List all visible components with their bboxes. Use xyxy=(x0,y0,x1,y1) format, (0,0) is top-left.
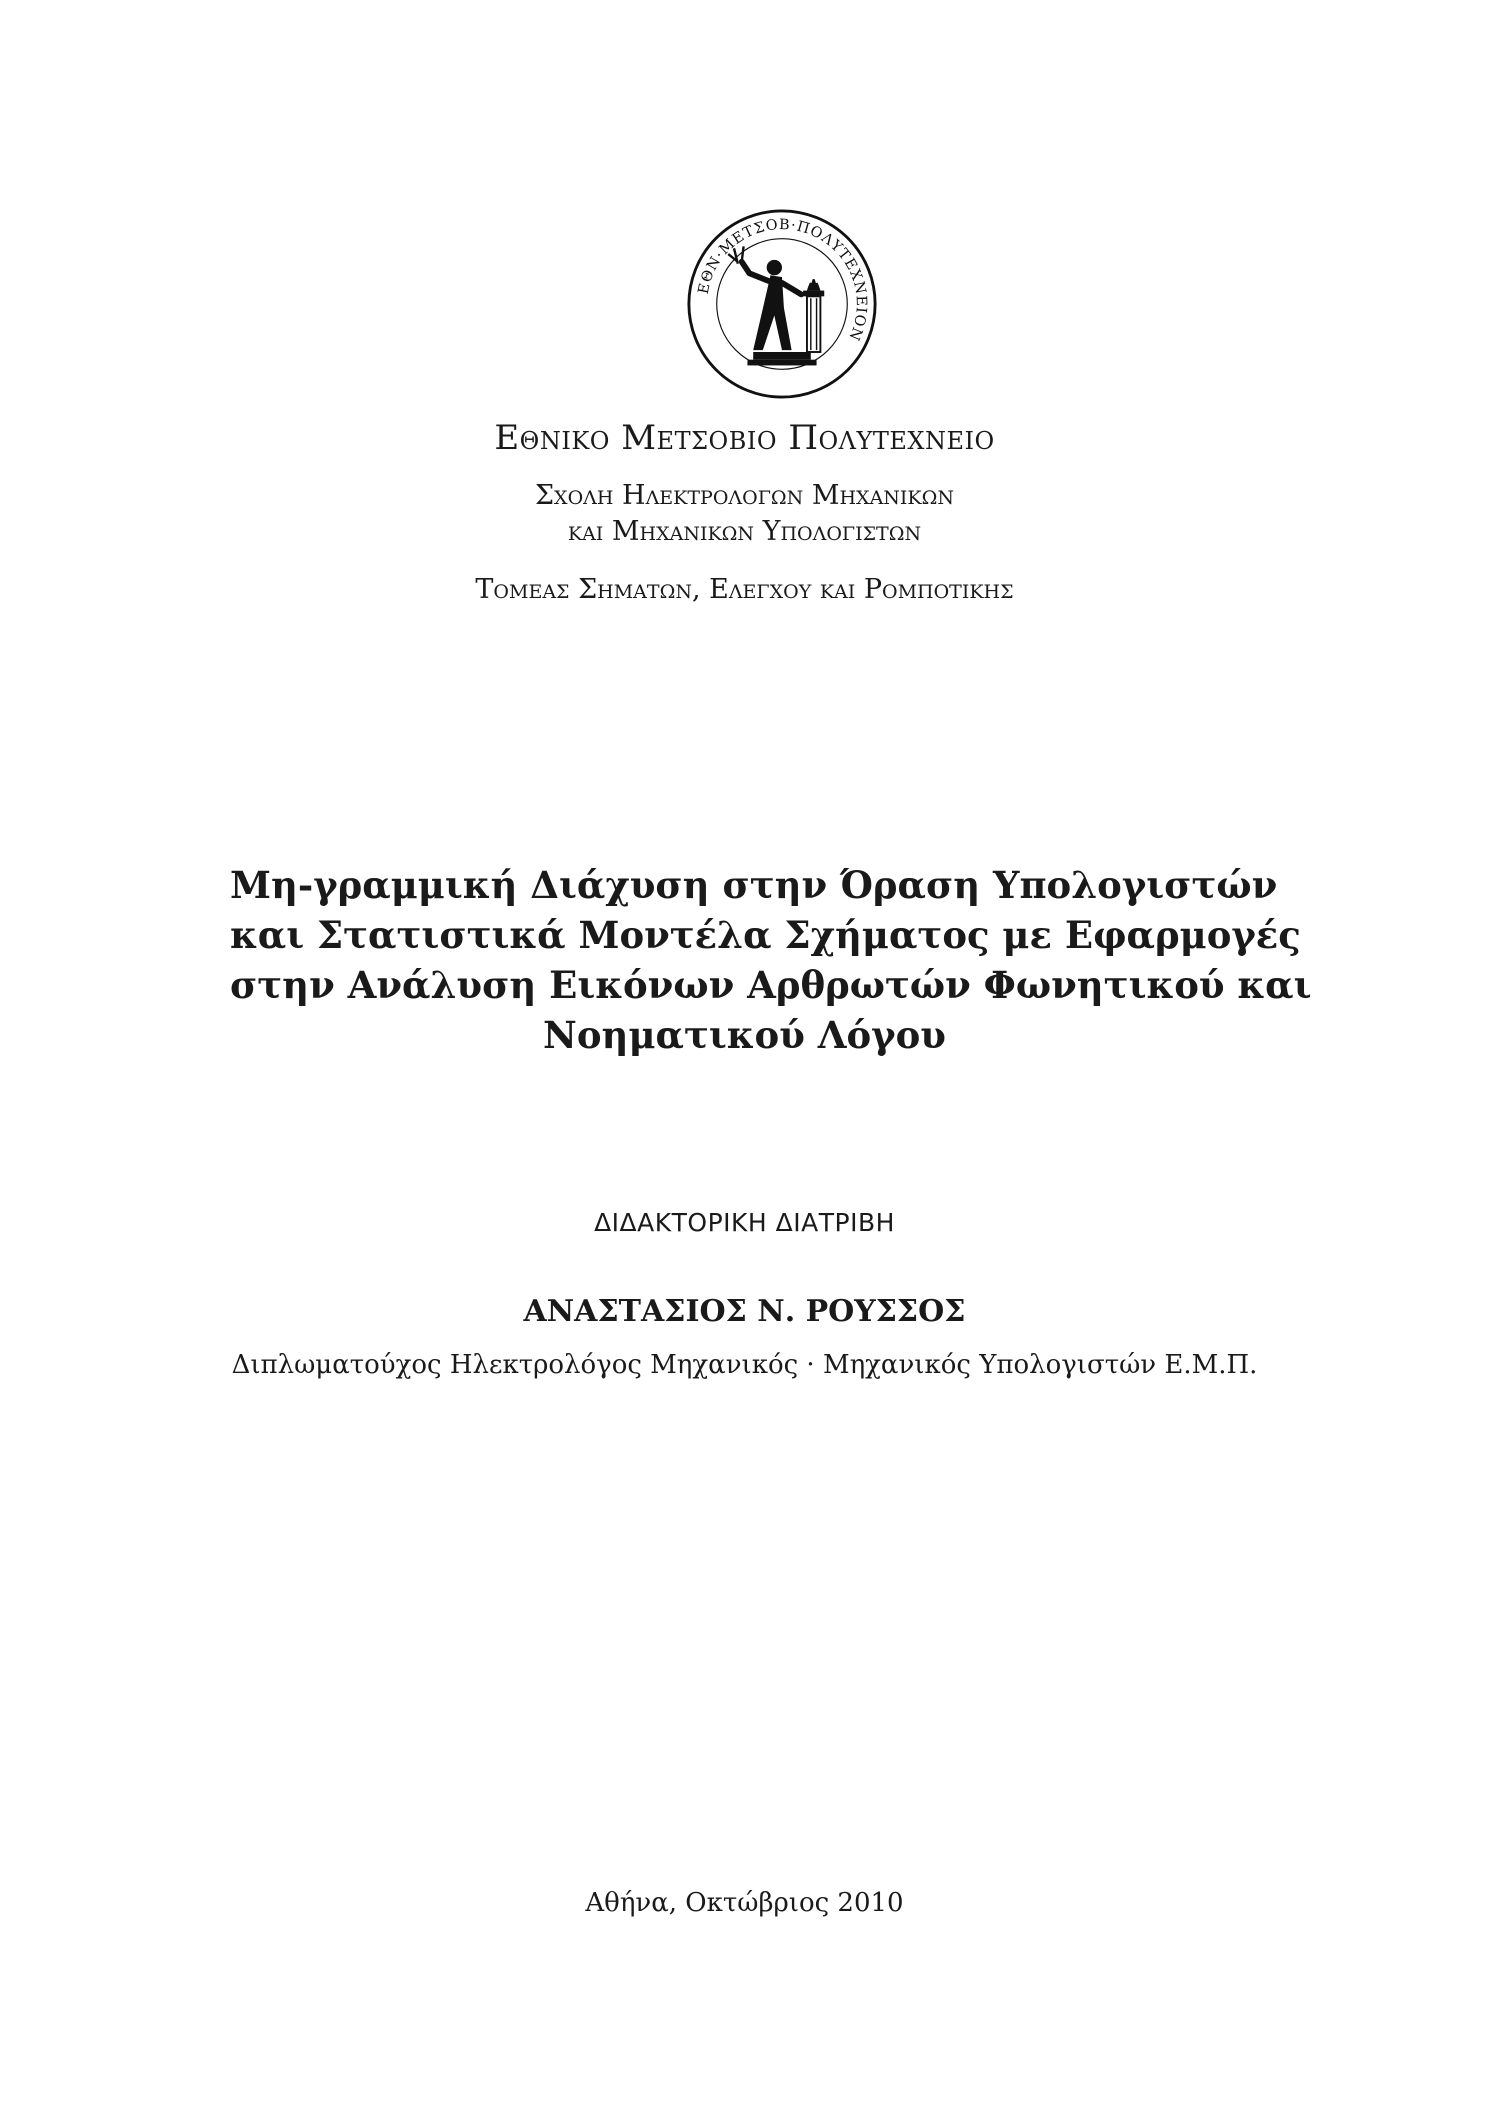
thesis-title xyxy=(230,860,1312,1060)
seal-ring-text: ΕΘΝ·ΜΕΤΣΟΒ·ΠΟΛΥΤΕΧΝΕΙΟΝ xyxy=(695,216,870,344)
thesis-title-line-4: Νοηματικού Λόγου xyxy=(543,1013,946,1057)
document-type: ΔΙΔΑΚΤΟΡΙΚΗ ΔΙΑΤΡΙΒΗ xyxy=(594,1208,895,1237)
author-name: ΑΝΑΣΤΑΣΙΟΣ Ν. ΡΟΥΣΣΟΣ xyxy=(523,1294,966,1329)
ntua-seal-icon xyxy=(686,208,878,400)
thesis-title-line-2: και Στατιστικά Μοντέλα Σχήματος με Εφαρμογές xyxy=(230,913,1301,957)
department-name: Τομεας Σηματων, Ελεγχου και Ρομποτικης xyxy=(475,574,1014,605)
author-degree: Διπλωματούχος Ηλεκτρολόγος Μηχανικός · Μηχανικός Υπολογιστών Ε.Μ.Π. xyxy=(231,1350,1258,1380)
place-date: Αθήνα, Οκτώβριος 2010 xyxy=(585,1888,904,1918)
thesis-title-line-3: στην Ανάλυση Εικόνων Αρθρωτών Φωνητικού και xyxy=(230,963,1312,1007)
school-name-line-2: και Μηχανικων Υπολογιστων xyxy=(567,516,922,547)
school-name-line-1: Σχολη Ηλεκτρολογων Μηχανικων xyxy=(534,480,955,511)
thesis-title-line-1: Μη-γραμμική Διάχυση στην Όραση Υπολογιστών xyxy=(230,863,1278,907)
university-name: Εθνικο Μετσοβιο Πολυτεχνειο xyxy=(494,418,995,458)
